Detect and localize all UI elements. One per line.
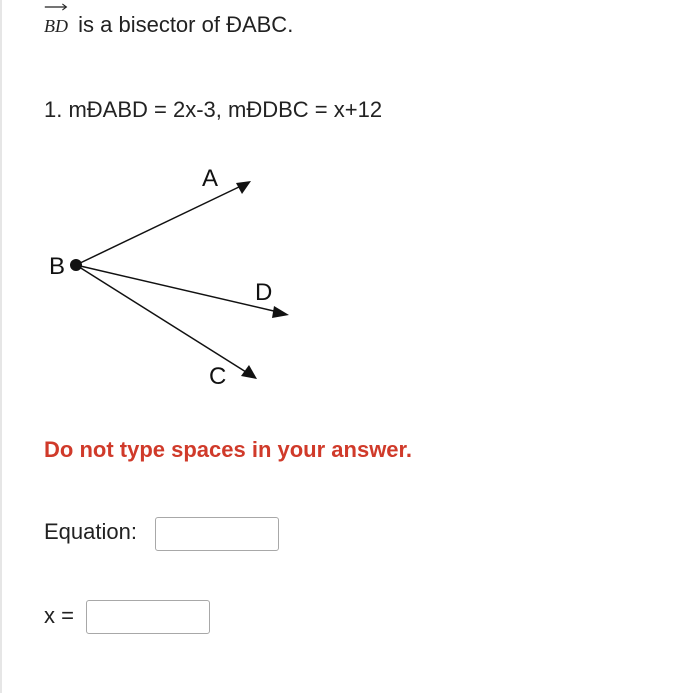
- label-c: C: [209, 363, 227, 390]
- vertex-b-dot: [70, 259, 82, 271]
- x-input[interactable]: [86, 600, 210, 634]
- ray-ba: [76, 186, 241, 265]
- equation-input[interactable]: [155, 517, 279, 551]
- ray-arrow-icon: [44, 2, 68, 12]
- no-spaces-warning: Do not type spaces in your answer.: [44, 437, 412, 462]
- angle-diagram: [0, 150, 330, 400]
- label-b: B: [49, 253, 66, 280]
- label-a: A: [202, 165, 219, 192]
- ray-bc-arrowhead-icon: [241, 365, 257, 379]
- bisector-statement: [44, 12, 293, 39]
- bisector-statement-text: is a bisector of ÐABC.: [72, 12, 294, 37]
- problem-statement: 1. mÐABD = 2x-3, mÐDBC = x+12: [44, 97, 383, 122]
- ray-bd-arrowhead-icon: [272, 306, 289, 318]
- ray-bc: [76, 265, 246, 372]
- ray-bd: [44, 13, 68, 39]
- ray-bd-label: BD: [44, 16, 68, 36]
- equation-label: Equation:: [44, 519, 137, 544]
- label-d: D: [255, 279, 273, 306]
- ray-bd-line: [76, 265, 278, 312]
- x-label: x =: [44, 603, 74, 628]
